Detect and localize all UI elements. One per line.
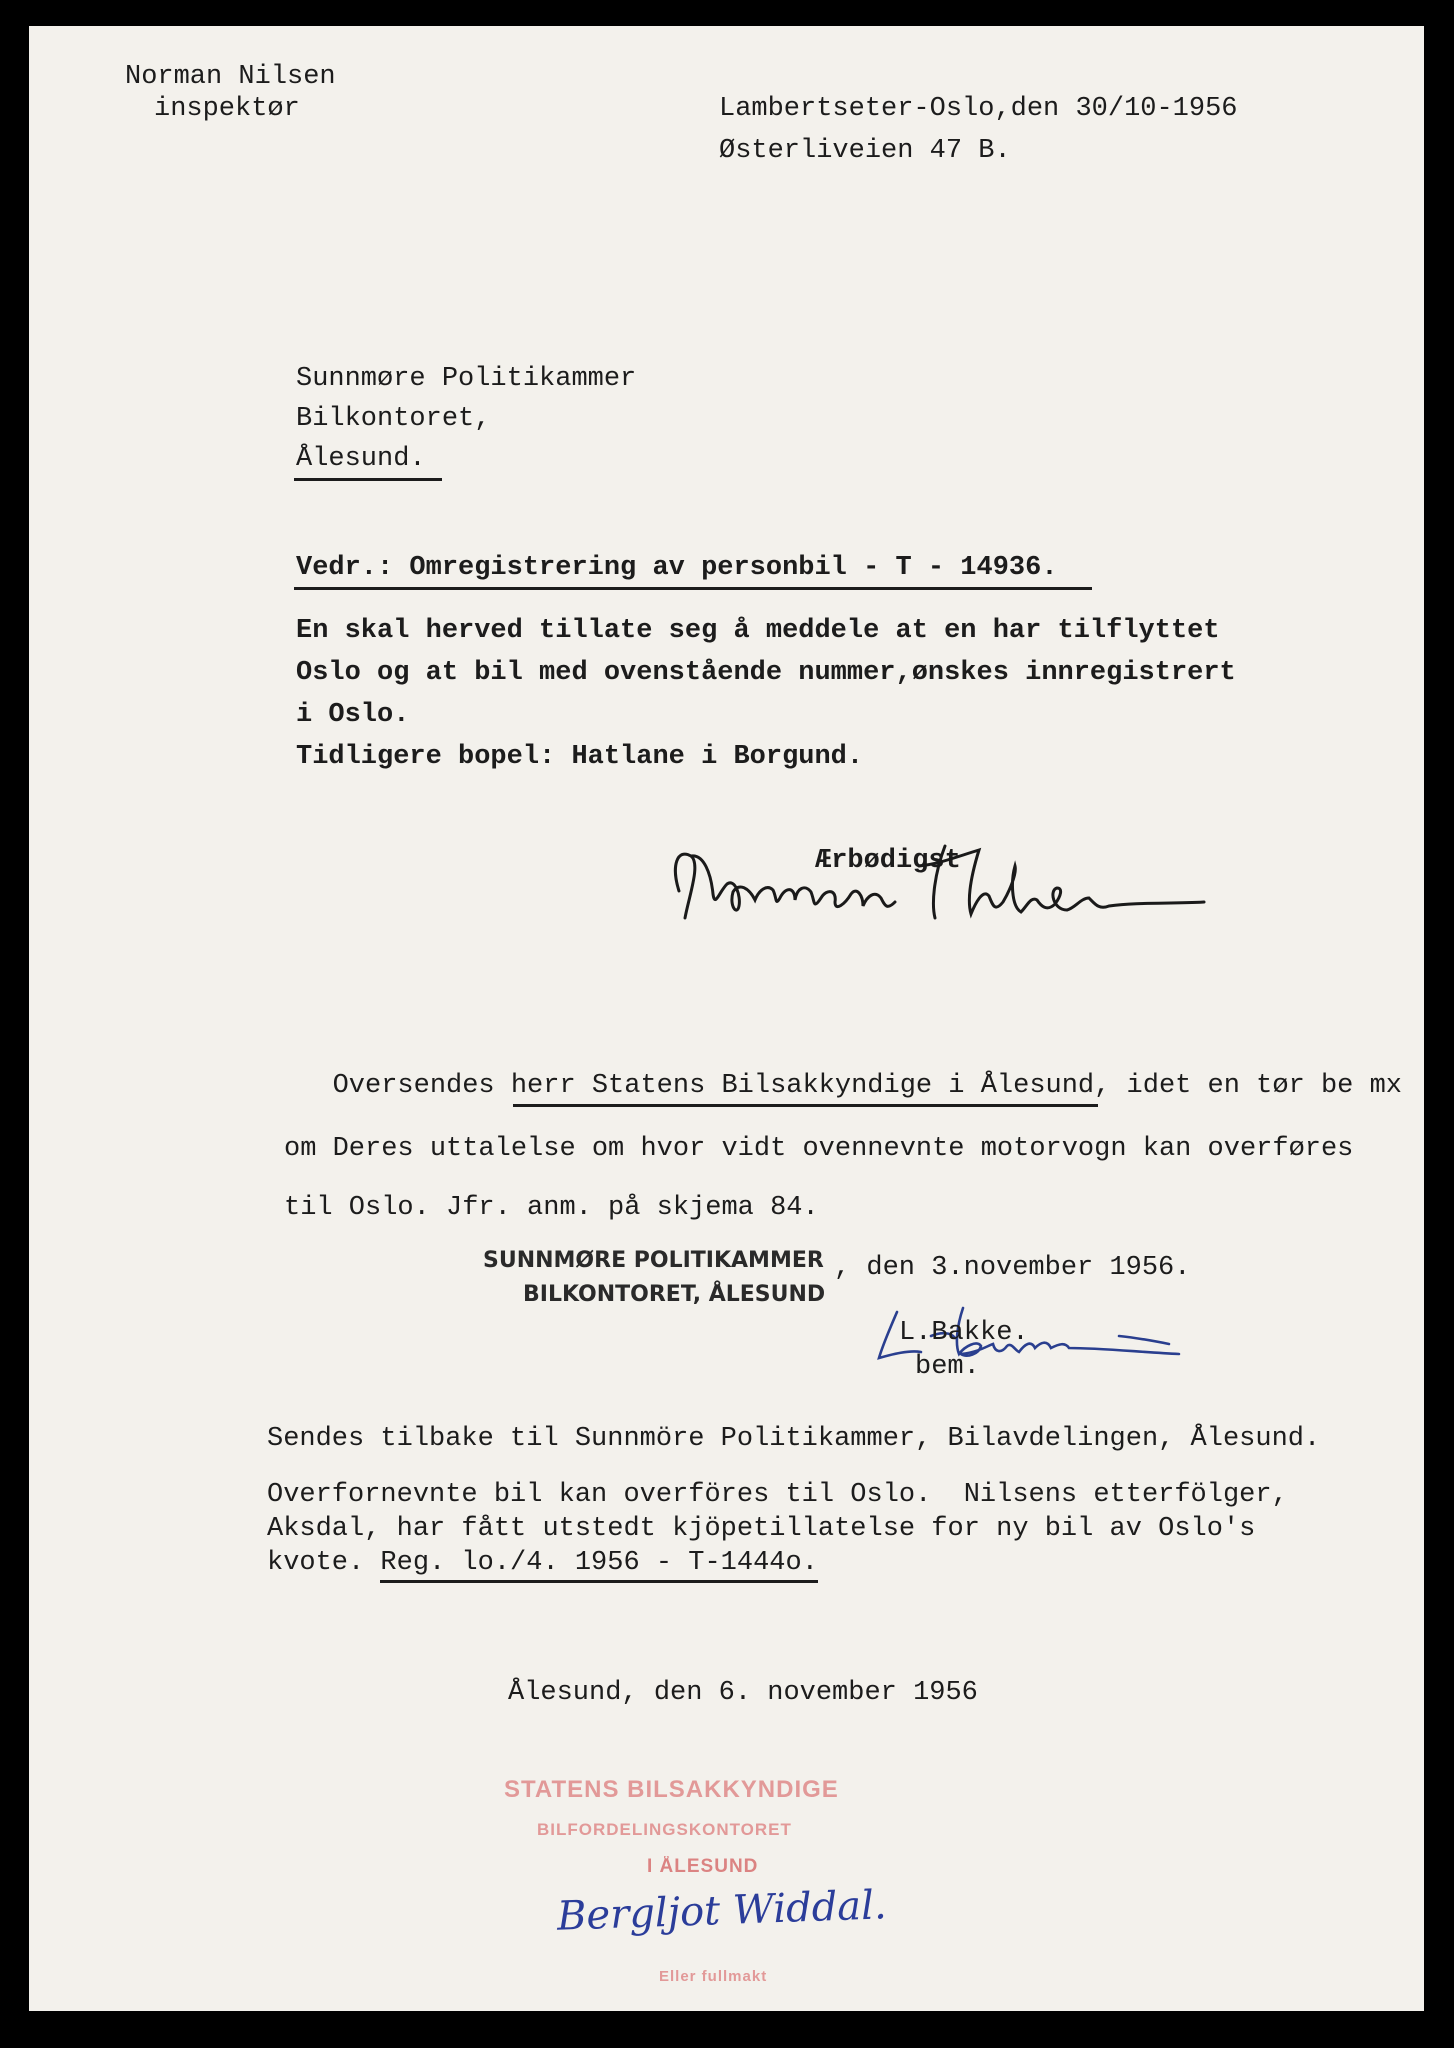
document-page [29, 26, 1424, 2011]
body-line-2: Oslo og at bil med ovenstående nummer,ønskes innregistrert [296, 658, 1236, 688]
forward-line-2: om Deres uttalelse om hvor vidt ovennevnte motorvogn kan overføres [284, 1134, 1354, 1164]
forward-underline [513, 1104, 1098, 1107]
forward-line-3: til Oslo. Jfr. anm. på skjema 84. [284, 1193, 819, 1223]
sender-address: Østerliveien 47 B. [719, 136, 1011, 166]
stamp-statens-line-4: Eller fullmakt [659, 1968, 768, 1985]
signature-bergljot-widdal: Bergljot Widdal. [556, 1882, 888, 1940]
signature-norman-nilsen [649, 826, 1209, 946]
stamp-statens-line-1: STATENS BILSAKKYNDIGE [504, 1776, 839, 1803]
subject-underline [294, 587, 1092, 590]
reply-line-4-prefix: kvote. [267, 1548, 381, 1578]
reply-line-1: Sendes tilbake til Sunnmöre Politikammer, Bilavdelingen, Ålesund. [267, 1424, 1321, 1454]
body-line-3: i Oslo. [296, 700, 410, 730]
stamp-police-line-1: SUNNMØRE POLITIKAMMER [483, 1248, 824, 1273]
recipient-line-2: Bilkontoret, [296, 404, 491, 434]
recipient-underline [294, 478, 442, 481]
reply-registration-underlined: Reg. lo./4. 1956 - T-1444o. [380, 1548, 817, 1583]
signer2-role: bem. [915, 1352, 980, 1382]
stamp-police-line-2: BILKONTORET, ÅLESUND [523, 1282, 826, 1307]
reply-line-3: Aksdal, har fått utstedt kjöpetillatelse for ny bil av Oslo's [267, 1514, 1256, 1544]
reply-line-2: Overfornevnte bil kan overföres til Oslo. Nilsens etterfölger, [267, 1480, 1288, 1510]
place-date: Lambertseter-Oslo,den 30/10-1956 [719, 94, 1238, 124]
body-line-1: En skal herved tillate seg å meddele at en har tilflyttet [296, 616, 1220, 646]
closing: Ærbødigst [815, 846, 961, 876]
reply-date: Ålesund, den 6. november 1956 [508, 1678, 978, 1708]
forward-date: , den 3.november 1956. [834, 1253, 1191, 1283]
body-line-4: Tidligere bopel: Hatlane i Borgund. [296, 742, 864, 772]
stamp-statens-line-2: BILFORDELINGSKONTORET [537, 1820, 792, 1839]
stamp-statens-line-3: I ÅLESUND [647, 1856, 759, 1877]
signer2-name: L.Bakke. [899, 1318, 1029, 1348]
subject-line: Vedr.: Omregistrering av personbil - T - 14936. [296, 553, 1058, 583]
reply-line-4 [267, 1548, 818, 1578]
recipient-line-3: Ålesund. [296, 444, 426, 474]
sender-name: Norman Nilsen [125, 62, 336, 92]
sender-title: inspektør [154, 94, 300, 124]
forward-line-1: Oversendes herr Statens Bilsakkyndige i Ålesund, idet en tør be mx [284, 1071, 1402, 1101]
recipient-line-1: Sunnmøre Politikammer [296, 364, 637, 394]
